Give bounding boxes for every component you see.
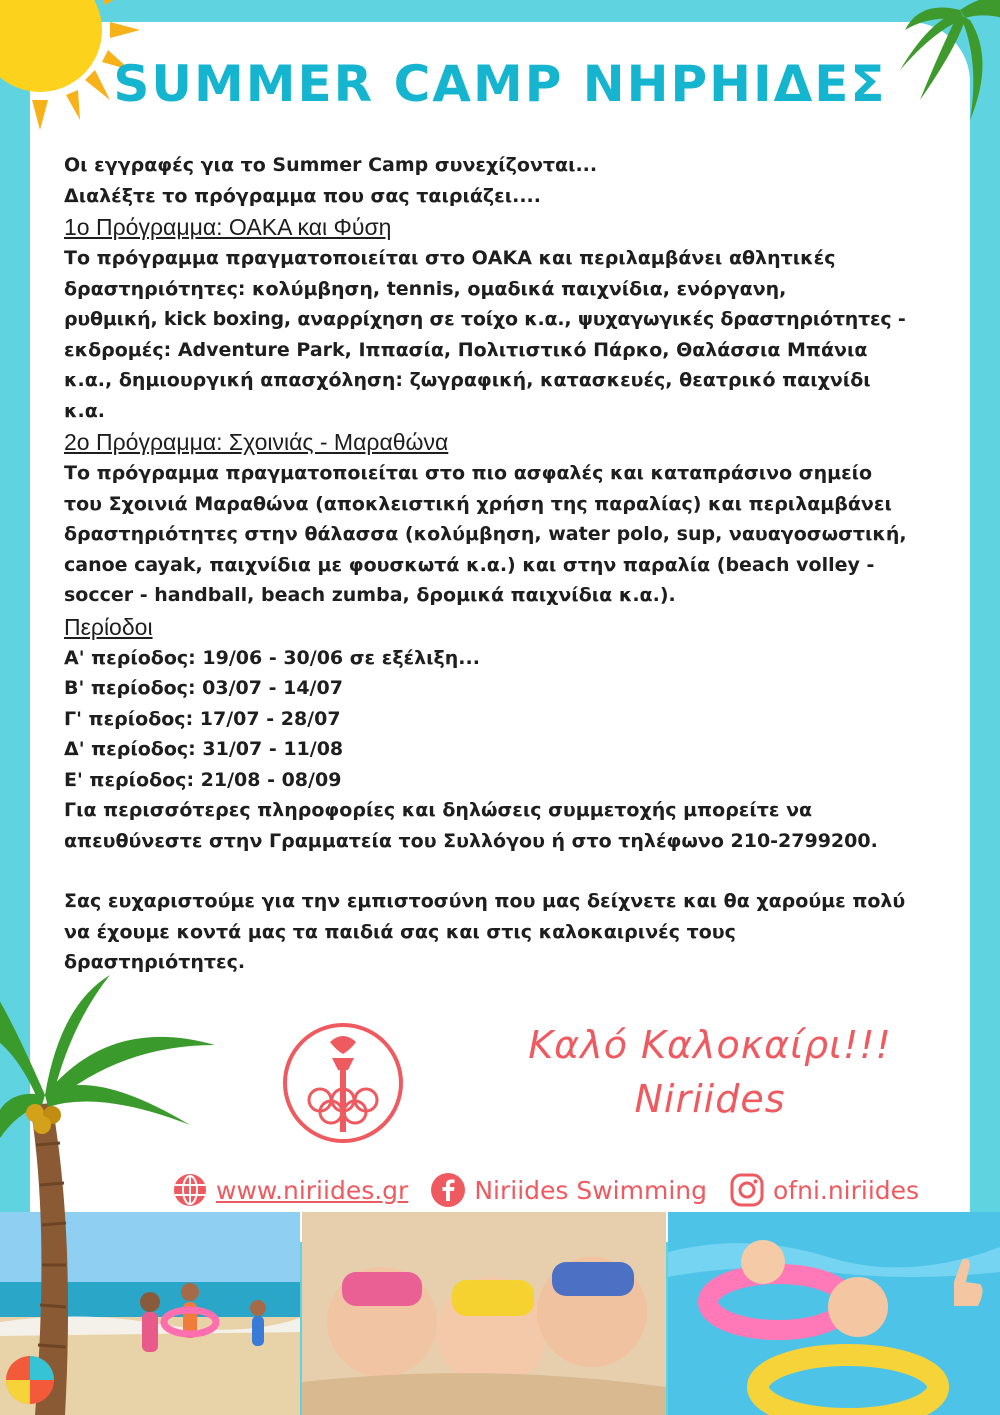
program1-line: Το πρόγραμμα πραγματοποιείται στο ΟΑΚΑ και περιλαμβάνει αθλητικές [64, 247, 836, 269]
greeting-line: Καλό Καλοκαίρι!!! [528, 1023, 892, 1067]
program1-line: ρυθμική, kick boxing, αναρρίχηση σε τοίχο κ.α., ψυχαγωγικές δραστηριότητες - [64, 308, 906, 330]
program1-line: εκδρομές: Adventure Park, Ιππασία, Πολιτιστικό Πάρκο, Θαλάσσια Μπάνια [64, 338, 868, 361]
period-item: Δ' περίοδος: 31/07 - 11/08 [64, 738, 344, 760]
page-title: SUMMER CAMP ΝΗΡΗΙΔΕΣ [113, 55, 887, 113]
thanks-line: να έχουμε κοντά μας τα παιδιά σας και στις καλοκαιρινές τους [64, 920, 736, 943]
period-item: Γ' περίοδος: 17/07 - 28/07 [64, 707, 341, 730]
intro-line: Οι εγγραφές για το Summer Camp συνεχίζονται... [64, 154, 598, 176]
greeting-name: Niriides [634, 1077, 786, 1121]
kids-snorkel-photo [302, 1212, 666, 1415]
intro-line: Διαλέξτε το πρόγραμμα που σας ταιριάζει.... [64, 184, 541, 207]
facebook-item [430, 1172, 707, 1208]
info-line: απευθύνεστε στην Γραμματεία του Συλλόγου ή στο τηλέφωνο 210-2799200. [64, 829, 878, 852]
program2-line: δραστηριότητες στην θάλασσα (κολύμβηση, water polo, sup, ναυαγοσωστική, [64, 523, 907, 545]
facebook-icon [430, 1172, 466, 1208]
periods-heading: Περίοδοι [64, 613, 153, 640]
program2-line: Το πρόγραμμα πραγματοποιείται στο πιο ασφαλές και καταπράσινο σημείο [64, 462, 873, 484]
program2-line: canoe cayak, παιχνίδια με φουσκωτά κ.α.) και στην παραλία (beach volley - [64, 553, 875, 576]
program2-heading: 2ο Πρόγραμμα: Σχοινιάς - Μαραθώνα [64, 429, 449, 455]
instagram-icon [729, 1172, 765, 1208]
palm-tree-icon [0, 975, 220, 1415]
thanks-line: δραστηριότητες. [64, 951, 246, 973]
period-item: Ε' περίοδος: 21/08 - 08/09 [64, 768, 342, 791]
program1-line: κ.α. [64, 399, 105, 422]
facebook-link[interactable]: Niriides Swimming [474, 1175, 707, 1205]
program2-line: soccer - handball, beach zumba, δρομικά παιχνίδια κ.α.). [64, 584, 676, 606]
instagram-link[interactable]: ofni.niriides [773, 1175, 920, 1205]
program1-line: κ.α., δημιουργική απασχόληση: ζωγραφική, κατασκευές, θεατρικό παιχνίδι [64, 369, 871, 391]
greeting [470, 1018, 950, 1126]
program1-heading: 1ο Πρόγραμμα: ΟΑΚΑ και Φύση [64, 214, 392, 240]
main-content [64, 150, 944, 978]
torch-logo-icon [280, 1020, 406, 1146]
program2-line: του Σχοινιά Μαραθώνα (αποκλειστική χρήση της παραλίας) και περιλαμβάνει [64, 492, 892, 515]
info-line: Για περισσότερες πληροφορίες και δηλώσεις συμμετοχής μπορείτε να [64, 799, 813, 821]
social-bar [172, 1170, 972, 1210]
period-item: Β' περίοδος: 03/07 - 14/07 [64, 677, 343, 699]
pool-photo [668, 1212, 1000, 1415]
program1-line: δραστηριότητες: κολύμβηση, tennis, ομαδικά παιχνίδια, ενόργανη, [64, 277, 787, 300]
thanks-line: Σας ευχαριστούμε για την εμπιστοσύνη που μας δείχνετε και θα χαρούμε πολύ [64, 890, 906, 912]
website-link[interactable]: www.niriides.gr [216, 1175, 409, 1205]
period-item: Α' περίοδος: 19/06 - 30/06 σε εξέλιξη... [64, 646, 480, 669]
instagram-item [729, 1172, 919, 1208]
